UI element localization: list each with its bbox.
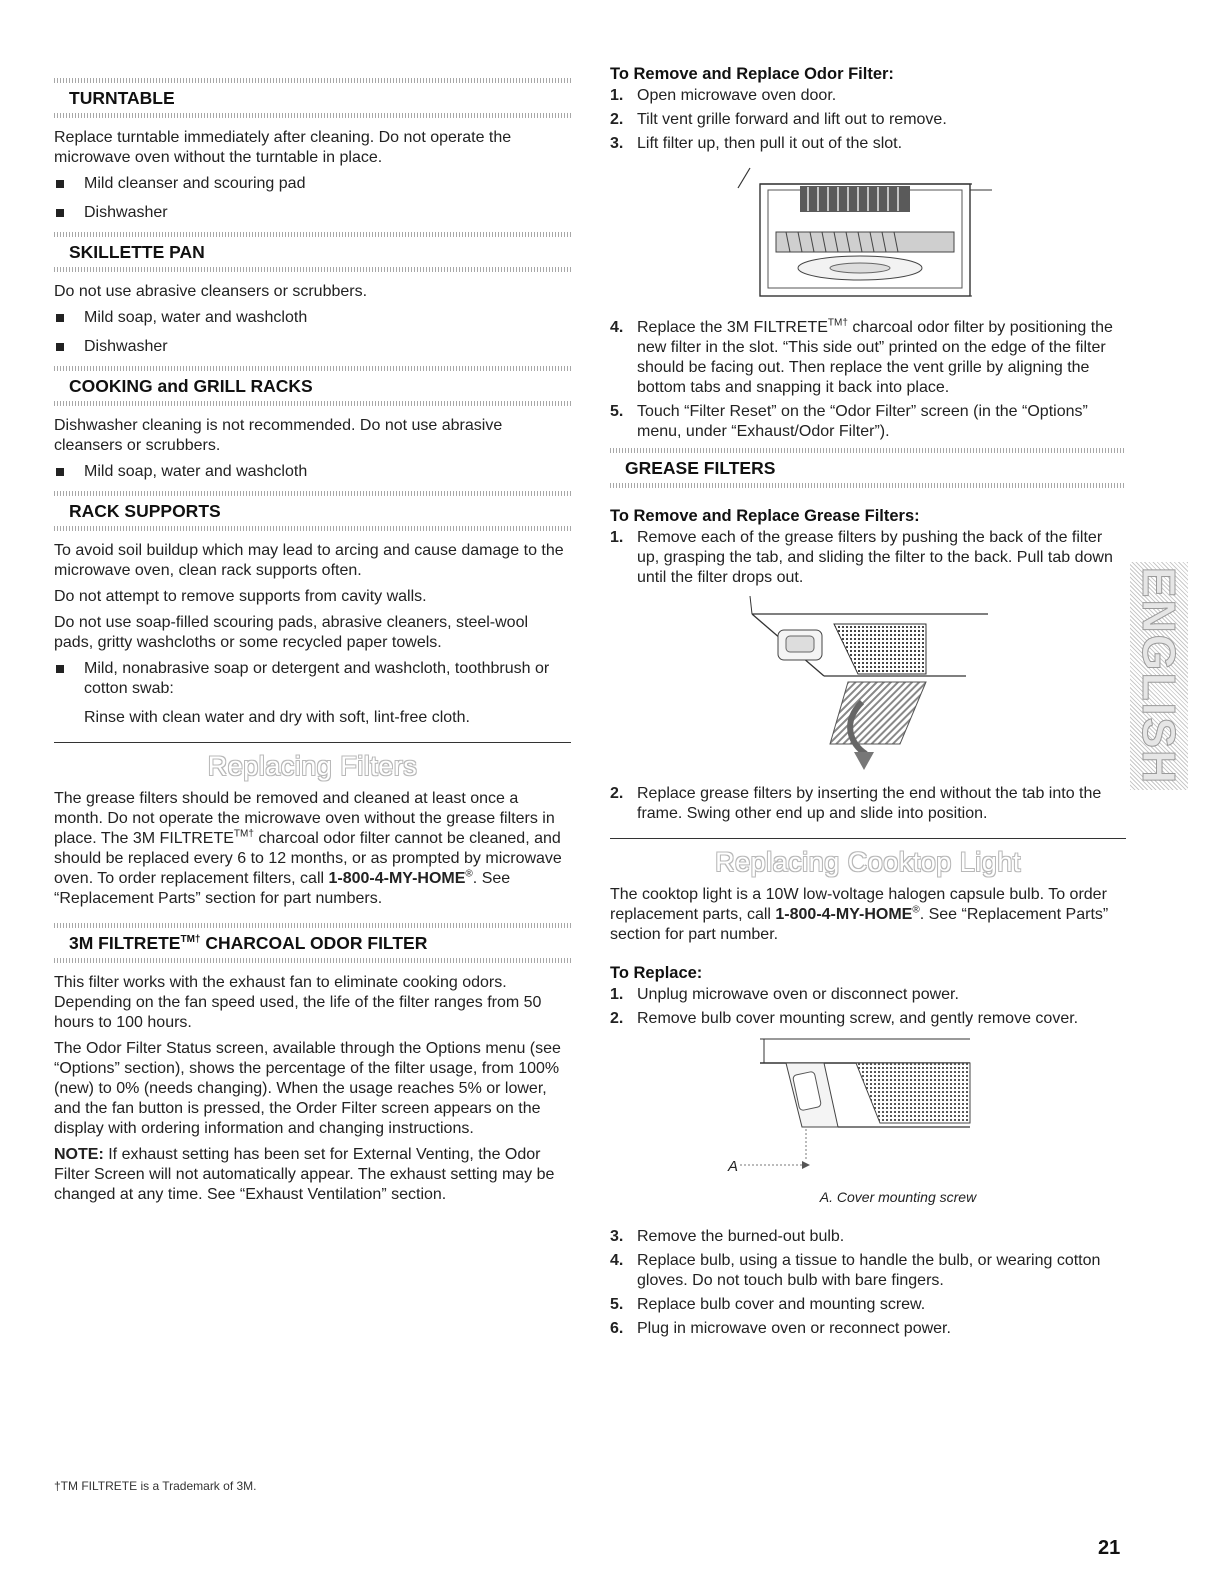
paragraph: Do not use soap-filled scouring pads, abrasive cleaners, steel-wool pads, gritty washcloths or some recycled paper towels. <box>54 614 529 651</box>
paragraph: Replace turntable immediately after cleaning. Do not operate the microwave oven without the turntable in place. <box>54 129 512 166</box>
divider <box>54 401 571 406</box>
list-item: 5. Touch “Filter Reset” on the “Odor Filter” screen (in the “Options” menu, under “Exhaust/Odor Filter”). <box>610 403 1088 440</box>
heading-replacing-cooktop-light: Replacing Cooktop Light <box>715 847 1021 877</box>
page-number: 21 <box>1098 1537 1121 1559</box>
section-title: RACK SUPPORTS <box>69 501 221 521</box>
divider <box>54 267 571 272</box>
list-item: 3. Lift filter up, then pull it out of the slot. <box>610 135 903 152</box>
heading-replacing-filters: Replacing Filters <box>207 751 418 781</box>
bullet-list <box>54 174 571 223</box>
section-odor-filter <box>54 923 571 963</box>
note: NOTE: If exhaust setting has been set for External Venting, the Odor Filter Screen will not automatically appear. The exhaust setting may be changed at any time. See “Exhaust Ventilation” section. <box>54 1146 555 1203</box>
divider <box>54 113 571 118</box>
paragraph: Rinse with clean water and dry with soft, lint-free cloth. <box>84 709 470 726</box>
divider <box>610 483 1126 488</box>
paragraph: Do not attempt to remove supports from cavity walls. <box>54 588 427 605</box>
right-column <box>610 64 1126 1345</box>
subheading: To Remove and Replace Odor Filter: <box>610 65 894 83</box>
subheading: To Replace: <box>610 964 703 982</box>
step-list <box>610 985 1126 1029</box>
step-list <box>610 784 1126 824</box>
bullet-list <box>54 308 571 357</box>
subheading: To Remove and Replace Grease Filters: <box>610 507 920 525</box>
section-title: 3M $FILTRETE^{TM\dagger}$ CHARCOAL ODOR FILTER <box>69 933 428 953</box>
paragraph: Dishwasher cleaning is not recommended. Do not use abrasive cleansers or scrubbers. <box>54 417 503 454</box>
grease-filter-illustration <box>610 594 1126 774</box>
section-skillette-pan <box>54 232 571 272</box>
section-title: GREASE FILTERS <box>625 458 776 478</box>
bullet-list <box>54 659 571 699</box>
odor-filter-illustration <box>610 160 1126 308</box>
side-tab-label: ENGLISH <box>1133 566 1185 786</box>
list-item: 2. Remove bulb cover mounting screw, and gently remove cover. <box>610 1010 1079 1027</box>
divider <box>54 491 571 496</box>
list-item: 6. Plug in microwave oven or reconnect power. <box>610 1320 951 1337</box>
step-list <box>610 528 1126 588</box>
list-item: 1. Unplug microwave oven or disconnect power. <box>610 986 959 1003</box>
list-item: Dishwasher <box>54 337 571 357</box>
list-item: 1. Remove each of the grease filters by pushing the back of the filter up, grasping the tab, and sliding the filter to the back. Pull tab down until the filter drops out. <box>610 529 1113 586</box>
paragraph: Do not use abrasive cleansers or scrubbers. <box>54 283 368 300</box>
left-column <box>54 72 571 1211</box>
divider <box>54 78 571 83</box>
divider <box>610 448 1126 453</box>
step-list <box>610 86 1126 154</box>
paragraph: The cooktop light is a 10W low-voltage halogen capsule bulb. To order replacement parts, call 1-800-4-MY-HOME®. See “Replacement Parts” section for part number. <box>610 886 1109 943</box>
list-item: 1. Open microwave oven door. <box>610 87 837 104</box>
paragraph: To avoid soil buildup which may lead to arcing and cause damage to the microwave oven, clean rack supports often. <box>54 542 564 579</box>
section-title: SKILLETTE PAN <box>69 242 205 262</box>
paragraph: The Odor Filter Status screen, available through the Options menu (see “Options” section), shows the percentage of the filter usage, from 100% (new) to 0% (needs changing). When the usage reaches 5% or lower, and the fan button is pressed, the Order Filter screen appears on the display with ordering information and changing instructions. <box>54 1040 561 1137</box>
divider <box>54 958 571 963</box>
list-item: 2. Replace grease filters by inserting the end without the tab into the frame. Swing other end up and slide into position. <box>610 785 1102 822</box>
section-rule <box>610 838 1126 839</box>
list-item: 4. Replace bulb, using a tissue to handle the bulb, or wearing cotton gloves. Do not touch bulb with bare fingers. <box>610 1252 1101 1289</box>
list-item: 2. Tilt vent grille forward and lift out to remove. <box>610 111 947 128</box>
list-item: 3. Remove the burned-out bulb. <box>610 1228 845 1245</box>
list-item: Dishwasher <box>54 203 571 223</box>
bullet-list <box>54 462 571 482</box>
note-label: NOTE: <box>54 1146 104 1163</box>
footnote: †TM FILTRETE is a Trademark of 3M. <box>54 1479 257 1493</box>
step-list <box>610 1227 1126 1339</box>
divider <box>54 526 571 531</box>
list-item: Mild cleanser and scouring pad <box>54 174 571 194</box>
phone-number: 1-800-4-MY-HOME <box>775 906 913 923</box>
section-turntable <box>54 78 571 118</box>
figure-caption: A. Cover mounting screw <box>819 1189 977 1205</box>
divider <box>54 366 571 371</box>
language-side-tab <box>1130 562 1188 790</box>
list-item: 5. Replace bulb cover and mounting screw. <box>610 1296 926 1313</box>
section-grease-filters <box>610 448 1126 488</box>
paragraph: The grease filters should be removed and cleaned at least once a month. Do not operate the microwave oven without the grease filters in place. The 3M $FILTRETE^{TM\dagger}$ charcoal odor filter cannot be cleaned, and should be replaced every 6 to 12 months, or as prompted by microwave oven. To order replacement filters, call 1-800-4-MY-HOME®. See “Replacement Parts” section for part numbers. <box>54 790 562 907</box>
list-item: 4. Replace the 3M $FILTRETE^{TM\dagger}$ charcoal odor filter by positioning the new filter in the slot. “This side out” printed on the edge of the filter should be facing out. Then replace the vent grille by aligning the bottom tabs and snapping it back into place. <box>610 317 1113 396</box>
paragraph: This filter works with the exhaust fan to eliminate cooking odors. Depending on the fan speed used, the life of the filter ranges from 50 hours to 100 hours. <box>54 974 542 1031</box>
callout-label: A <box>728 1158 739 1175</box>
divider <box>54 232 571 237</box>
step-list <box>610 318 1126 442</box>
section-rack-supports <box>54 491 571 531</box>
divider <box>54 923 571 928</box>
list-item: Mild, nonabrasive soap or detergent and washcloth, toothbrush or cotton swab: <box>54 659 571 699</box>
list-item: Mild soap, water and washcloth <box>54 308 571 328</box>
section-title: TURNTABLE <box>69 88 175 108</box>
section-title: COOKING and GRILL RACKS <box>69 376 313 396</box>
list-item: Mild soap, water and washcloth <box>54 462 571 482</box>
phone-number: 1-800-4-MY-HOME <box>328 870 466 887</box>
cooktop-light-illustration <box>610 1035 1126 1185</box>
section-cooking-racks <box>54 366 571 406</box>
section-rule <box>54 742 571 743</box>
